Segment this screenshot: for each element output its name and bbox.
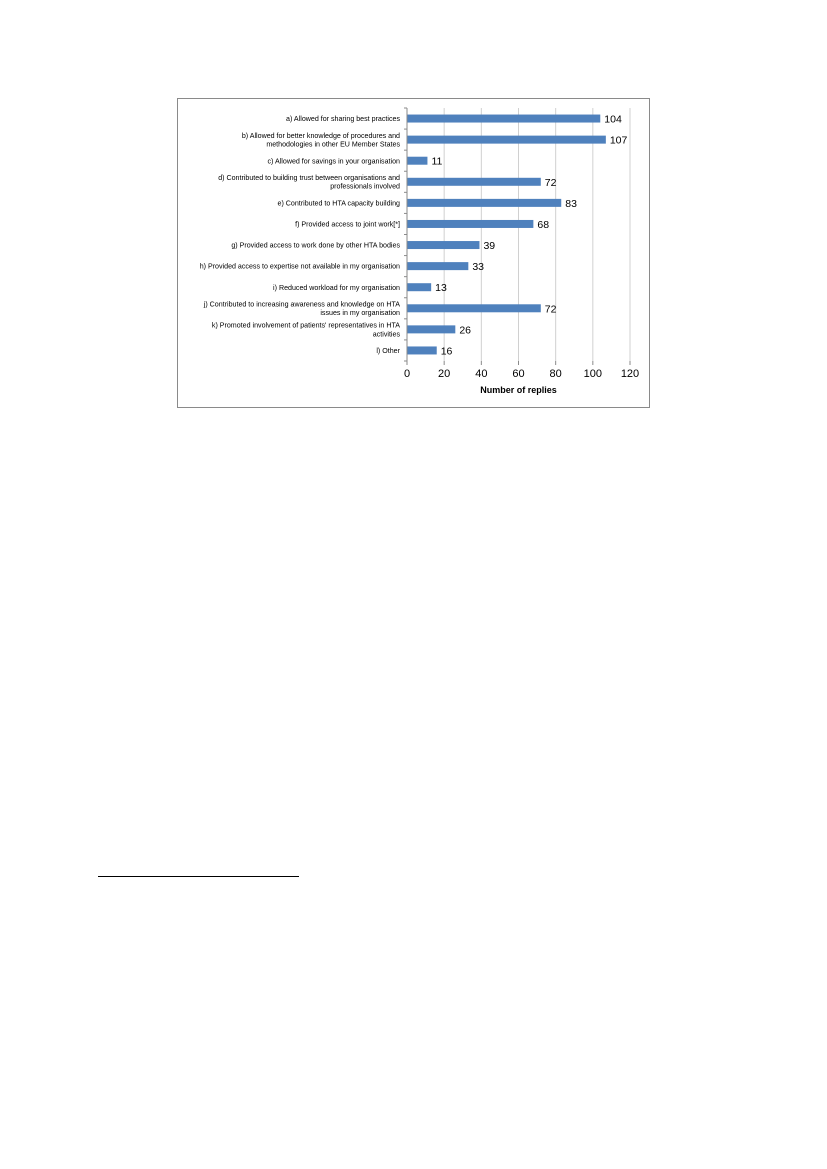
bar	[407, 115, 600, 123]
category-label-line: i) Reduced workload for my organisation	[273, 283, 400, 292]
bar	[407, 178, 541, 186]
bar	[407, 199, 561, 207]
category-label-line: d) Contributed to building trust between organisations and	[218, 174, 400, 183]
category-label	[212, 322, 401, 339]
category-label-line: k) Promoted involvement of patients' representatives in HTA	[211, 321, 400, 330]
bar	[407, 262, 468, 270]
category-label	[218, 174, 400, 191]
category-label	[273, 284, 400, 292]
bar	[407, 136, 606, 144]
category-label-line: methodologies in other EU Member States	[266, 140, 400, 149]
category-label-line: h) Provided access to expertise not available in my organisation	[199, 262, 400, 271]
data-label: 72	[544, 176, 557, 189]
category-label	[200, 263, 400, 271]
category-label	[286, 115, 400, 123]
x-tick-labels	[404, 368, 639, 380]
category-label-line: e) Contributed to HTA capacity building	[277, 199, 400, 208]
category-label-line: a) Allowed for sharing best practices	[286, 115, 400, 124]
bar-chart	[178, 99, 651, 409]
x-tick-label: 100	[583, 368, 603, 380]
data-label: 33	[472, 261, 485, 274]
category-label	[203, 301, 401, 318]
category-label-line: c) Allowed for savings in your organisation	[267, 157, 400, 166]
x-tick-label: 80	[549, 368, 562, 380]
category-label-line: professionals involved	[330, 182, 400, 191]
x-tick-label: 40	[475, 368, 488, 380]
data-label: 68	[537, 218, 550, 231]
data-label: 104	[604, 113, 622, 126]
bars	[407, 115, 606, 358]
data-label: 11	[431, 155, 443, 168]
category-labels	[200, 115, 401, 355]
category-label-line: b) Allowed for better knowledge of procedures and	[241, 131, 400, 140]
category-label-line: l) Other	[376, 347, 400, 356]
category-label-line: g) Provided access to work done by other HTA bodies	[231, 241, 400, 250]
bar	[407, 241, 479, 249]
x-tick-label: 0	[403, 368, 411, 380]
category-label	[268, 157, 401, 165]
category-label	[231, 242, 400, 250]
data-label: 72	[544, 303, 557, 316]
bar	[407, 346, 437, 354]
category-label	[278, 199, 401, 207]
bar	[407, 157, 427, 165]
data-label: 13	[435, 282, 447, 295]
x-tick-label: 120	[620, 368, 640, 380]
footnote-separator	[98, 876, 299, 877]
x-tick-label: 60	[512, 368, 525, 380]
data-label: 39	[483, 240, 496, 253]
chart-frame	[177, 98, 650, 408]
category-label	[242, 132, 401, 149]
bar	[407, 325, 455, 333]
bar	[407, 220, 533, 228]
bar	[407, 304, 541, 312]
data-label: 107	[609, 134, 628, 147]
category-label	[376, 347, 400, 355]
data-label: 16	[440, 345, 453, 358]
category-label-line: activities	[372, 330, 400, 339]
category-label	[295, 221, 400, 229]
category-label-line: f) Provided access to joint work[*]	[295, 220, 400, 229]
data-label: 83	[565, 197, 577, 210]
x-axis-label: Number of replies	[480, 385, 557, 395]
data-label: 26	[459, 324, 472, 337]
bar	[407, 283, 431, 291]
data-labels	[431, 114, 627, 358]
category-label-line: j) Contributed to increasing awareness and knowledge on HTA	[203, 300, 400, 309]
x-tick-label: 20	[438, 368, 451, 380]
category-label-line: issues in my organisation	[320, 309, 400, 318]
